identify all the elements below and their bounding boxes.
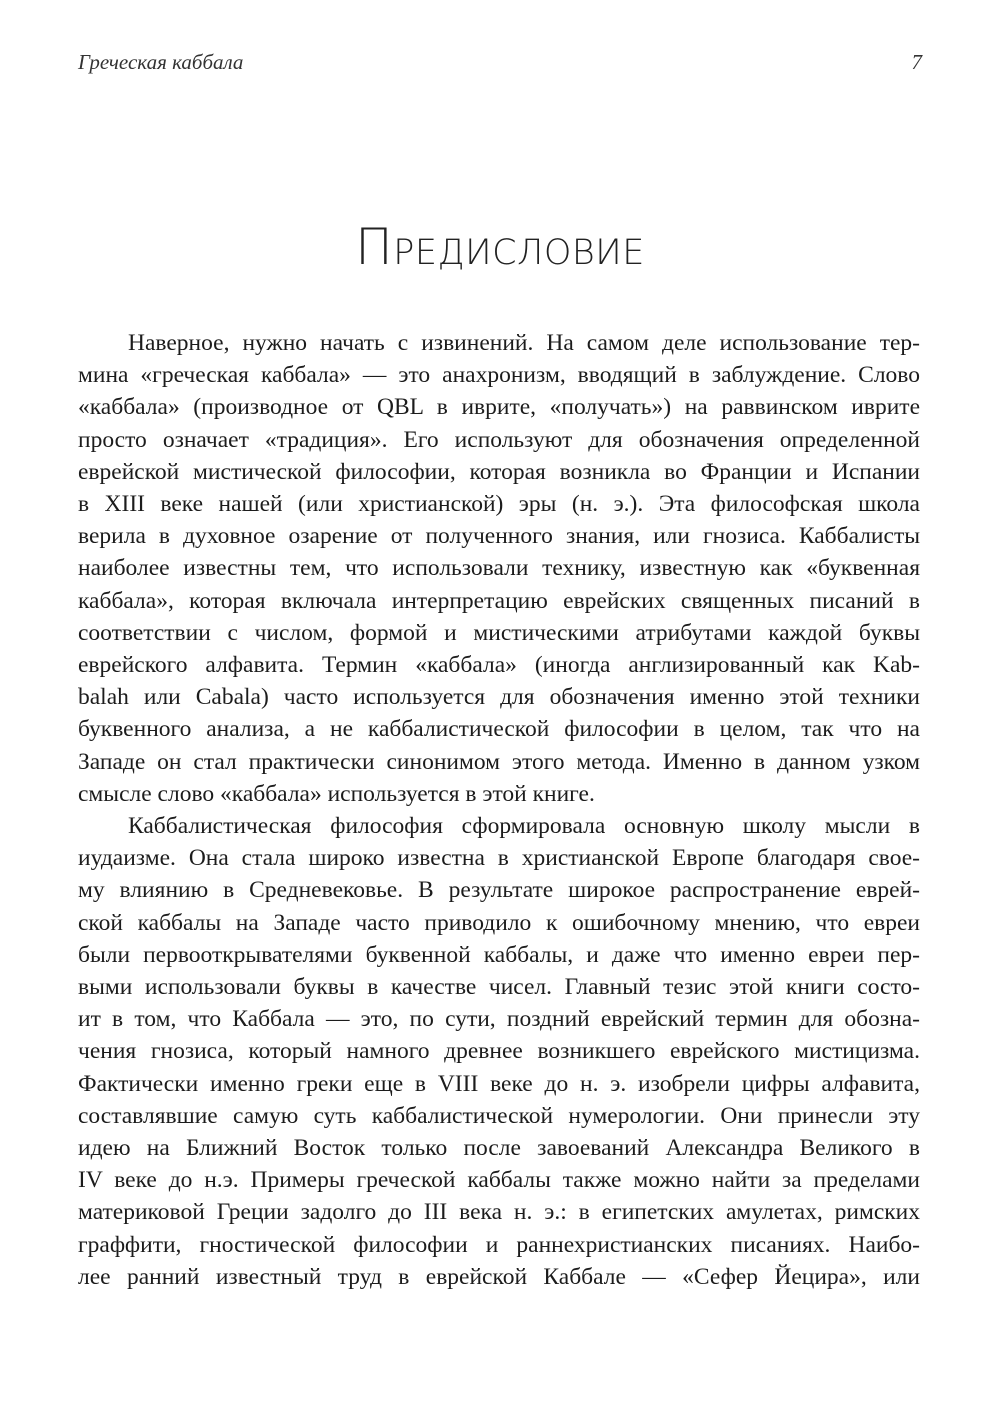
text-line: Западе он стал практически синонимом этого метода. Именно в данном узком — [78, 748, 920, 775]
text-line: му влиянию в Средневековье. В результате широкое распространение еврей- — [78, 877, 920, 904]
text-line: были первооткрывателями буквенной каббалы, и даже что именно евреи пер- — [78, 941, 920, 968]
text-line: еврейской мистической философии, которая возникла во Франции и Испании — [78, 458, 920, 485]
page-number: 7 — [911, 50, 922, 74]
body-text — [78, 327, 920, 1293]
text-line: наиболее известны тем, что использовали технику, известную как «буквенная — [78, 555, 920, 582]
chapter-title: Предисловие — [355, 218, 645, 276]
text-line: материковой Греции задолго до III века н. э.: в египетских амулетах, римских — [78, 1199, 920, 1226]
text-line: буквенного анализа, а не каббалистической философии в целом, так что на — [78, 716, 920, 743]
text-line: чения гнозиса, который намного древнее возникшего еврейского мистицизма. — [78, 1038, 920, 1065]
text-line: соответствии с числом, формой и мистическими атрибутами каждой буквы — [78, 619, 920, 646]
text-line: Каббалистическая философия сформировала основную школу мысли в — [128, 813, 920, 840]
text-line: иудаизме. Она стала широко известна в христианской Европе благодаря свое- — [78, 845, 920, 872]
text-line: «каббала» (производное от QBL в иврите, «получать») на раввинском иврите — [78, 394, 920, 421]
text-line: еврейского алфавита. Термин «каббала» (иногда англизированный как Kab- — [78, 652, 920, 679]
text-line: граффити, гностической философии и раннехристианских писаниях. Наибо- — [78, 1231, 920, 1258]
text-line: составлявшие самую суть каббалистической нумерологии. Они принесли эту — [78, 1102, 920, 1129]
text-line: IV веке до н.э. Примеры греческой каббалы также можно найти за пределами — [78, 1167, 920, 1194]
text-line: верила в духовное озарение от полученного знания, или гнозиса. Каббалисты — [78, 523, 920, 550]
paragraph-1 — [78, 327, 920, 810]
running-head-title: Греческая каббала — [78, 50, 244, 74]
text-line: просто означает «традиция». Его используют для обозначения определенной — [78, 426, 920, 453]
text-line: лее ранний известный труд в еврейской Каббале — «Сефер Йецира», или — [78, 1263, 920, 1290]
text-line: ской каббалы на Западе часто приводило к ошибочному мнению, что евреи — [78, 909, 920, 936]
text-line: идею на Ближний Восток только после завоеваний Александра Великого в — [78, 1135, 920, 1162]
paragraph-2 — [78, 810, 920, 1293]
text-line: balah или Cabala) часто используется для обозначения именно этой техники — [78, 684, 920, 711]
text-line: Наверное, нужно начать с извинений. На самом деле использование тер- — [128, 330, 920, 356]
text-line: смысле слово «каббала» используется в этой книге. — [78, 780, 595, 807]
text-line: выми использовали буквы в качестве чисел. Главный тезис этой книги состо- — [78, 974, 920, 1001]
text-line: каббала», которая включала интерпретацию еврейских священных писаний в — [78, 587, 920, 614]
text-line: в XIII веке нашей (или христианской) эры (н. э.). Эта философская школа — [78, 491, 920, 518]
text-line: Фактически именно греки еще в VIII веке до н. э. изобрели цифры алфавита, — [78, 1070, 920, 1097]
text-line: мина «греческая каббала» — это анахронизм, вводящий в заблуждение. Слово — [78, 362, 920, 389]
text-line: ит в том, что Каббала — это, по сути, поздний еврейский термин для обозна- — [78, 1006, 920, 1033]
